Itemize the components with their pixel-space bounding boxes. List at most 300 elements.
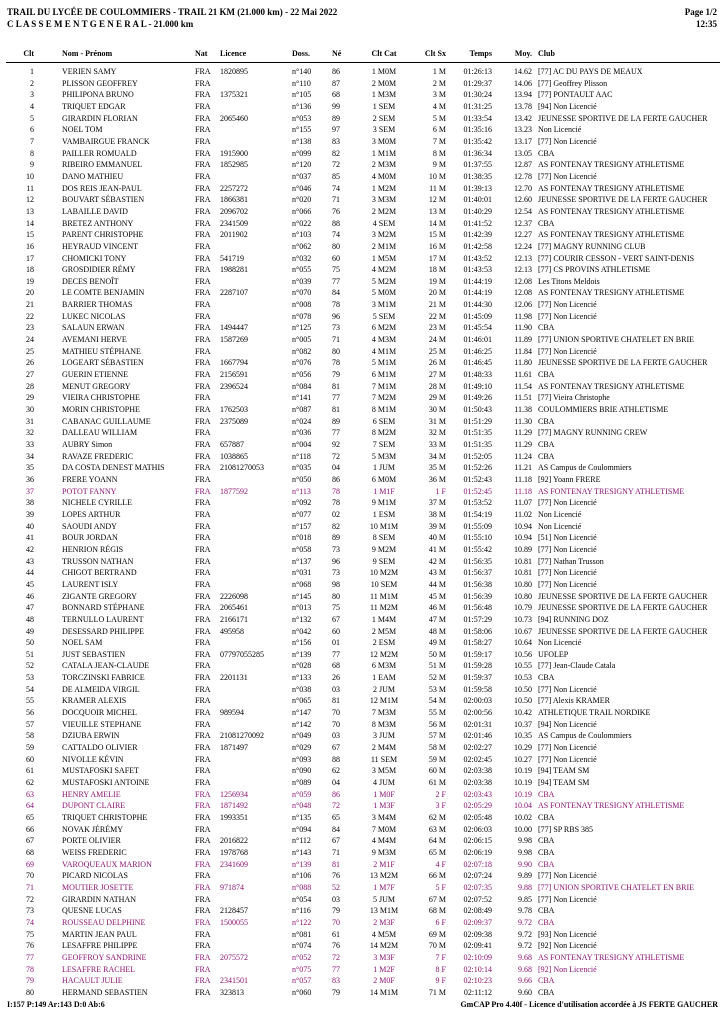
cell-ne: 86 (332, 474, 340, 484)
cell-dossard: n°139 (292, 649, 312, 659)
cell-moyenne: 11.29 (514, 440, 532, 449)
cell-clt-cat: 4 M5M (371, 929, 397, 939)
cell-club: [77] Vieira Christophe (538, 393, 610, 403)
table-row (0, 975, 724, 987)
cell-dossard: n°035 (292, 463, 312, 473)
cell-licence: 1866381 (220, 195, 248, 205)
cell-moyenne: 10.80 (514, 591, 532, 601)
cell-clt: 42 (26, 544, 34, 554)
cell-ne: 68 (332, 90, 340, 100)
cell-licence: 2016822 (220, 836, 248, 846)
cell-club: Non Licencié (538, 125, 582, 135)
cell-nat: FRA (195, 696, 211, 706)
cell-clt-sx: 54 M (428, 696, 446, 706)
cell-moyenne: 10.00 (514, 824, 532, 834)
cell-clt-cat: 1 M1F (373, 486, 395, 496)
cell-nat: FRA (195, 230, 211, 240)
cell-clt-cat: 4 M0M (371, 171, 397, 181)
cell-nom: PICARD NICOLAS (62, 871, 129, 881)
table-row (0, 602, 724, 614)
cell-clt-cat: 9 M2M (371, 544, 397, 554)
cell-clt-sx: 6 F (435, 917, 446, 927)
cell-clt-sx: 48 M (428, 626, 446, 636)
cell-clt: 1 (30, 67, 34, 76)
cell-clt-sx: 11 M (429, 183, 446, 193)
cell-nat: FRA (195, 906, 211, 916)
cell-clt-cat: 13 M2M (369, 871, 399, 881)
cell-club: [94] TEAM SM (538, 766, 590, 776)
cell-clt-cat: 1 M4M (371, 614, 397, 624)
cell-temps: 01:54:19 (463, 509, 492, 519)
table-row (0, 287, 724, 299)
cell-clt-sx: 69 M (428, 929, 446, 939)
cell-nat: FRA (195, 463, 211, 473)
cell-club: [77] Geoffrey Plisson (538, 78, 608, 88)
cell-moyenne: 10.81 (514, 568, 532, 578)
cell-club: [77] Non Licencié (538, 136, 597, 146)
cell-moyenne: 9.98 (518, 836, 532, 846)
cell-temps: 02:00:03 (463, 696, 492, 706)
cell-moyenne: 10.27 (514, 754, 532, 764)
cell-moyenne: 11.02 (514, 509, 532, 519)
cell-ne: 72 (332, 451, 340, 461)
cell-dossard: n°075 (292, 964, 312, 974)
cell-clt-sx: 19 M (428, 276, 446, 286)
cell-nom: GROSDIDIER RÉMY (62, 265, 136, 275)
cell-nom: KRAMER ALEXIS (62, 696, 127, 706)
table-row (0, 824, 724, 836)
cell-dossard: n°084 (292, 381, 312, 391)
cell-licence: 1852985 (220, 160, 248, 170)
cell-dossard: n°062 (292, 241, 312, 251)
cell-temps: 02:07:24 (463, 871, 492, 881)
cell-clt: 27 (26, 370, 34, 380)
cell-nom: VAROQUEAUX MARION (62, 859, 152, 869)
cell-nat: FRA (195, 579, 211, 589)
cell-temps: 01:39:13 (463, 183, 492, 193)
cell-dossard: n°037 (292, 171, 312, 181)
cell-clt-sx: 5 M (432, 113, 446, 123)
cell-temps: 01:52:26 (463, 463, 492, 473)
cell-club: AS FONTENAY TRESIGNY ATHLETISME (538, 288, 685, 298)
cell-clt: 48 (26, 614, 34, 624)
cell-clt-cat: 2 M2M (371, 206, 397, 216)
cell-clt-sx: 22 M (428, 311, 446, 321)
cell-dossard: n°135 (292, 813, 312, 822)
cell-licence: 2257272 (220, 183, 248, 193)
cell-ne: 79 (332, 906, 340, 916)
cell-moyenne: 10.73 (514, 614, 532, 624)
cell-dossard: n°058 (292, 544, 312, 554)
cell-moyenne: 9.72 (518, 917, 532, 927)
cell-nat: FRA (195, 67, 211, 76)
cell-moyenne: 12.60 (514, 195, 532, 205)
cell-nat: FRA (195, 125, 211, 135)
cell-nat: FRA (195, 813, 211, 822)
cell-clt-sx: 2 F (435, 789, 446, 799)
cell-nom: SALAUN ERWAN (62, 323, 125, 333)
cell-club: [77] AC DU PAYS DE MEAUX (538, 67, 643, 76)
cell-moyenne: 10.35 (514, 731, 532, 741)
cell-nom: LAURENT ISLY (62, 579, 119, 589)
cell-nat: FRA (195, 976, 211, 986)
cell-clt-cat: 1 SEM (372, 101, 396, 111)
cell-ne: 81 (332, 381, 340, 391)
cell-clt-sx: 18 M (428, 265, 446, 275)
cell-temps: 01:59:58 (463, 684, 492, 694)
cell-nom: BOUVART SÉBASTIEN (62, 195, 145, 205)
table-row (0, 346, 724, 358)
cell-clt-cat: 1 M0F (373, 789, 395, 799)
cell-temps: 01:42:39 (463, 230, 492, 240)
cell-temps: 01:45:09 (463, 311, 492, 321)
cell-ne: 88 (332, 218, 340, 228)
cell-nom: PLISSON GEOFFREY (62, 78, 138, 88)
cell-nat: FRA (195, 136, 211, 146)
cell-club: JEUNESSE SPORTIVE DE LA FERTE GAUCHER (538, 603, 708, 613)
cell-clt: 14 (26, 218, 34, 228)
cell-dossard: n°039 (292, 276, 312, 286)
table-row (0, 66, 724, 78)
cell-nom: GIRARDIN NATHAN (62, 894, 136, 904)
table-row (0, 684, 724, 696)
cell-dossard: n°133 (292, 673, 312, 683)
table-row (0, 183, 724, 195)
cell-temps: 01:52:05 (463, 451, 492, 461)
cell-clt-sx: 65 M (428, 847, 446, 857)
cell-temps: 01:58:27 (463, 638, 492, 648)
cell-nat: FRA (195, 766, 211, 776)
cell-ne: 98 (332, 579, 340, 589)
cell-dossard: n°022 (292, 218, 312, 228)
cell-clt: 31 (26, 416, 34, 426)
cell-clt: 3 (30, 90, 34, 100)
table-row (0, 218, 724, 230)
cell-nat: FRA (195, 171, 211, 181)
cell-nat: FRA (195, 218, 211, 228)
cell-ne: 77 (332, 428, 340, 438)
cell-clt-cat: 14 M1M (369, 987, 399, 997)
cell-ne: 97 (332, 125, 340, 135)
table-row (0, 159, 724, 171)
cell-temps: 02:02:45 (463, 754, 492, 764)
cell-club: ATHLETIQUE TRAIL NORDIKE (538, 708, 651, 718)
cell-nat: FRA (195, 556, 211, 566)
cell-club: AS FONTENAY TRESIGNY ATHLETISME (538, 230, 685, 240)
cell-moyenne: 9.66 (518, 976, 532, 986)
cell-dossard: n°113 (292, 486, 311, 496)
column-headers (0, 49, 724, 61)
cell-club: CBA (538, 847, 555, 857)
cell-ne: 76 (332, 206, 340, 216)
cell-club: AS FONTENAY TRESIGNY ATHLETISME (538, 160, 685, 170)
cell-temps: 02:10:09 (463, 952, 492, 962)
cell-licence: 541719 (220, 253, 244, 263)
cell-dossard: n°048 (292, 801, 312, 811)
cell-moyenne: 11.18 (514, 486, 532, 496)
cell-clt-sx: 3 F (435, 801, 446, 811)
cell-clt-cat: 5 M2M (371, 276, 397, 286)
cell-nat: FRA (195, 113, 211, 123)
cell-nat: FRA (195, 323, 211, 333)
cell-nat: FRA (195, 241, 211, 251)
cell-club: [77] Non Licencié (538, 754, 597, 764)
cell-nat: FRA (195, 743, 211, 753)
cell-clt: 8 (30, 148, 34, 158)
cell-clt-sx: 43 M (428, 568, 446, 578)
cell-licence: 2156591 (220, 370, 248, 380)
cell-nom: LESAFFRE PHILIPPE (62, 941, 138, 951)
cell-clt-sx: 20 M (428, 288, 446, 298)
cell-temps: 01:36:34 (463, 148, 492, 158)
table-row (0, 113, 724, 125)
table-row (0, 789, 724, 801)
cell-temps: 01:58:06 (463, 626, 492, 636)
cell-clt: 60 (26, 754, 34, 764)
cell-nat: FRA (195, 101, 211, 111)
cell-ne: 83 (332, 976, 340, 986)
cell-clt-sx: 5 F (435, 882, 446, 892)
cell-club: COULOMMIERS BRIE ATHLETISME (538, 405, 669, 415)
cell-clt: 4 (30, 101, 34, 111)
cell-clt-sx: 41 M (428, 544, 446, 554)
cell-club: AS FONTENAY TRESIGNY ATHLETISME (538, 206, 685, 216)
cell-dossard: n°093 (292, 754, 312, 764)
cell-dossard: n°143 (292, 847, 312, 857)
cell-nom: BRETEZ ANTHONY (62, 218, 134, 228)
cell-clt-cat: 2 M3M (371, 160, 397, 170)
cell-nom: PAILLER ROMUALD (62, 148, 137, 158)
cell-clt-sx: 31 M (428, 416, 446, 426)
cell-temps: 01:46:01 (463, 335, 492, 345)
race-title: TRAIL DU LYCÉE DE COULOMMIERS - TRAIL 21 KM (21.000 km) - 22 Mai 2022 (7, 7, 338, 17)
cell-moyenne: 12.54 (514, 206, 532, 216)
cell-licence: 1915900 (220, 148, 248, 158)
cell-nom: NOVAK JÉRÉMY (62, 824, 123, 834)
cell-clt-sx: 47 M (428, 614, 446, 624)
cell-clt-sx: 28 M (428, 381, 446, 391)
cell-clt-sx: 37 M (428, 498, 446, 508)
cell-nat: FRA (195, 183, 211, 193)
cell-clt-cat: 4 M3M (371, 335, 397, 345)
cell-moyenne: 12.27 (514, 230, 532, 240)
cell-moyenne: 12.78 (514, 171, 532, 181)
cell-nom: BONNARD STÉPHANE (62, 603, 145, 613)
cell-temps: 01:37:55 (463, 160, 492, 170)
table-row (0, 929, 724, 941)
cell-dossard: n°054 (292, 894, 312, 904)
cell-ne: 72 (332, 801, 340, 811)
cell-temps: 02:05:48 (463, 813, 492, 822)
cell-nat: FRA (195, 498, 211, 508)
cell-clt-cat: 6 SEM (372, 416, 396, 426)
cell-clt: 6 (30, 125, 34, 135)
cell-clt: 29 (26, 393, 34, 403)
cell-clt-sx: 52 M (428, 673, 446, 683)
cell-clt: 78 (26, 964, 34, 974)
cell-licence: 2166171 (220, 614, 248, 624)
cell-nom: HENRY AMELIE (62, 789, 121, 799)
cell-nat: FRA (195, 871, 211, 881)
cell-temps: 01:51:35 (463, 428, 492, 438)
cell-clt: 76 (26, 941, 34, 951)
cell-ne: 67 (332, 743, 340, 753)
cell-nom: LOGEART SÉBASTIEN (62, 358, 144, 368)
cell-ne: 86 (332, 789, 340, 799)
cell-clt-cat: 5 JUM (372, 894, 395, 904)
cell-moyenne: 12.24 (514, 241, 532, 251)
cell-moyenne: 14.62 (514, 67, 532, 76)
cell-moyenne: 11.21 (514, 463, 532, 473)
cell-clt: 17 (26, 253, 34, 263)
cell-clt-cat: 4 SEM (372, 218, 396, 228)
cell-clt-cat: 4 M2M (371, 265, 397, 275)
table-row (0, 439, 724, 451)
table-row (0, 381, 724, 393)
cell-nat: FRA (195, 836, 211, 846)
cell-clt-cat: 5 M3M (371, 451, 397, 461)
cell-clt-sx: 25 M (428, 346, 446, 356)
cell-nom: TRIQUET EDGAR (62, 101, 126, 111)
cell-clt-cat: 1 M7F (373, 882, 395, 892)
cell-moyenne: 10.19 (514, 789, 532, 799)
cell-nat: FRA (195, 160, 211, 170)
cell-nom: HEYRAUD VINCENT (62, 241, 139, 251)
cell-temps: 01:52:45 (463, 486, 492, 496)
table-row (0, 672, 724, 684)
cell-clt: 38 (26, 498, 34, 508)
cell-ne: 81 (332, 696, 340, 706)
cell-temps: 02:07:35 (463, 882, 492, 892)
cell-temps: 02:07:18 (463, 859, 492, 869)
cell-clt-cat: 3 M3M (371, 195, 397, 205)
cell-club: [77] Non Licencié (538, 894, 597, 904)
table-row (0, 241, 724, 253)
cell-clt-cat: 11 SEM (370, 754, 398, 764)
cell-club: [93] Non Licencié (538, 929, 597, 939)
col-moyenne: Moy. (514, 49, 532, 58)
cell-nom: LE COMTE BENJAMIN (62, 288, 145, 298)
cell-club: [92] Non Licencié (538, 941, 597, 951)
cell-clt: 67 (26, 836, 34, 846)
cell-ne: 52 (332, 882, 340, 892)
cell-club: AS FONTENAY TRESIGNY ATHLETISME (538, 486, 685, 496)
cell-ne: 81 (332, 859, 340, 869)
cell-dossard: n°156 (292, 638, 312, 648)
cell-moyenne: 10.42 (514, 708, 532, 718)
cell-clt-cat: 2 M0F (373, 976, 395, 986)
cell-club: UFOLEP (538, 649, 569, 659)
cell-moyenne: 10.55 (514, 661, 532, 671)
cell-club: CBA (538, 906, 555, 916)
cell-nat: FRA (195, 801, 211, 811)
cell-clt-sx: 53 M (428, 684, 446, 694)
cell-licence: 1871497 (220, 743, 248, 753)
cell-nom: NIVOLLE KÉVIN (62, 754, 124, 764)
table-row (0, 148, 724, 160)
cell-nat: FRA (195, 661, 211, 671)
cell-moyenne: 13.94 (514, 90, 532, 100)
cell-clt-sx: 44 M (428, 579, 446, 589)
cell-dossard: n°042 (292, 626, 312, 636)
cell-moyenne: 11.90 (514, 323, 532, 333)
cell-clt-cat: 2 M5M (371, 626, 397, 636)
cell-nom: TRUSSON NATHAN (62, 556, 134, 566)
cell-clt-cat: 4 M1M (371, 346, 397, 356)
cell-temps: 01:35:16 (463, 125, 492, 135)
cell-clt: 72 (26, 894, 34, 904)
table-row (0, 521, 724, 533)
cell-clt-sx: 8 F (435, 964, 446, 974)
page-number: Page 1/2 (684, 7, 717, 17)
cell-nom: DUPONT CLAIRE (62, 801, 126, 811)
cell-dossard: n°060 (292, 987, 312, 997)
cell-temps: 01:45:54 (463, 323, 492, 333)
cell-clt: 20 (26, 288, 34, 298)
cell-ne: 76 (332, 871, 340, 881)
cell-nom: MATHIEU STÉPHANE (62, 346, 141, 356)
cell-temps: 01:40:01 (463, 195, 492, 205)
cell-clt-sx: 1 M (432, 67, 446, 76)
cell-club: JEUNESSE SPORTIVE DE LA FERTE GAUCHER (538, 358, 708, 368)
cell-nom: DESESSARD PHILIPPE (62, 626, 145, 636)
cell-moyenne: 9.98 (518, 847, 532, 857)
cell-club: AS Campus de Coulommiers (538, 463, 632, 473)
cell-temps: 02:07:52 (463, 894, 492, 904)
cell-nom: DE ALMEIDA VIRGIL (62, 684, 140, 694)
cell-ne: 79 (332, 370, 340, 380)
cell-clt-sx: 56 M (428, 719, 446, 729)
cell-clt-sx: 61 M (428, 778, 446, 788)
cell-moyenne: 10.19 (514, 778, 532, 788)
cell-temps: 01:56:48 (463, 603, 492, 613)
cell-nat: FRA (195, 451, 211, 461)
cell-clt: 70 (26, 871, 34, 881)
cell-club: CBA (538, 813, 555, 822)
cell-dossard: n°137 (292, 556, 312, 566)
cell-licence: 2075572 (220, 952, 248, 962)
cell-clt-cat: 14 M2M (369, 941, 399, 951)
cell-nom: HENRION RÉGIS (62, 544, 124, 554)
cell-moyenne: 12.13 (514, 253, 532, 263)
cell-clt-cat: 5 SEM (372, 311, 396, 321)
cell-ne: 68 (332, 661, 340, 671)
cell-nom: PARENT CHRISTOPHE (62, 230, 144, 240)
cell-temps: 01:44:30 (463, 300, 492, 310)
cell-club: CBA (538, 917, 555, 927)
cell-licence: 2065461 (220, 603, 248, 613)
cell-nat: FRA (195, 789, 211, 799)
cell-dossard: n°032 (292, 253, 312, 263)
cell-club: CBA (538, 673, 555, 683)
cell-ne: 82 (332, 148, 340, 158)
cell-dossard: n°116 (292, 906, 311, 916)
cell-club: [94] Non Licencié (538, 719, 597, 729)
cell-nom: VAMBAIRGUE FRANCK (62, 136, 150, 146)
cell-ne: 78 (332, 300, 340, 310)
cell-nom: RAVAZE FREDERIC (62, 451, 134, 461)
cell-moyenne: 10.94 (514, 533, 532, 543)
cell-nat: FRA (195, 929, 211, 939)
table-row (0, 730, 724, 742)
cell-licence: 1038865 (220, 451, 248, 461)
table-row (0, 171, 724, 183)
cell-temps: 01:46:25 (463, 346, 492, 356)
cell-dossard: n°056 (292, 370, 312, 380)
table-row (0, 626, 724, 638)
cell-clt: 33 (26, 440, 34, 449)
cell-clt: 35 (26, 463, 34, 473)
